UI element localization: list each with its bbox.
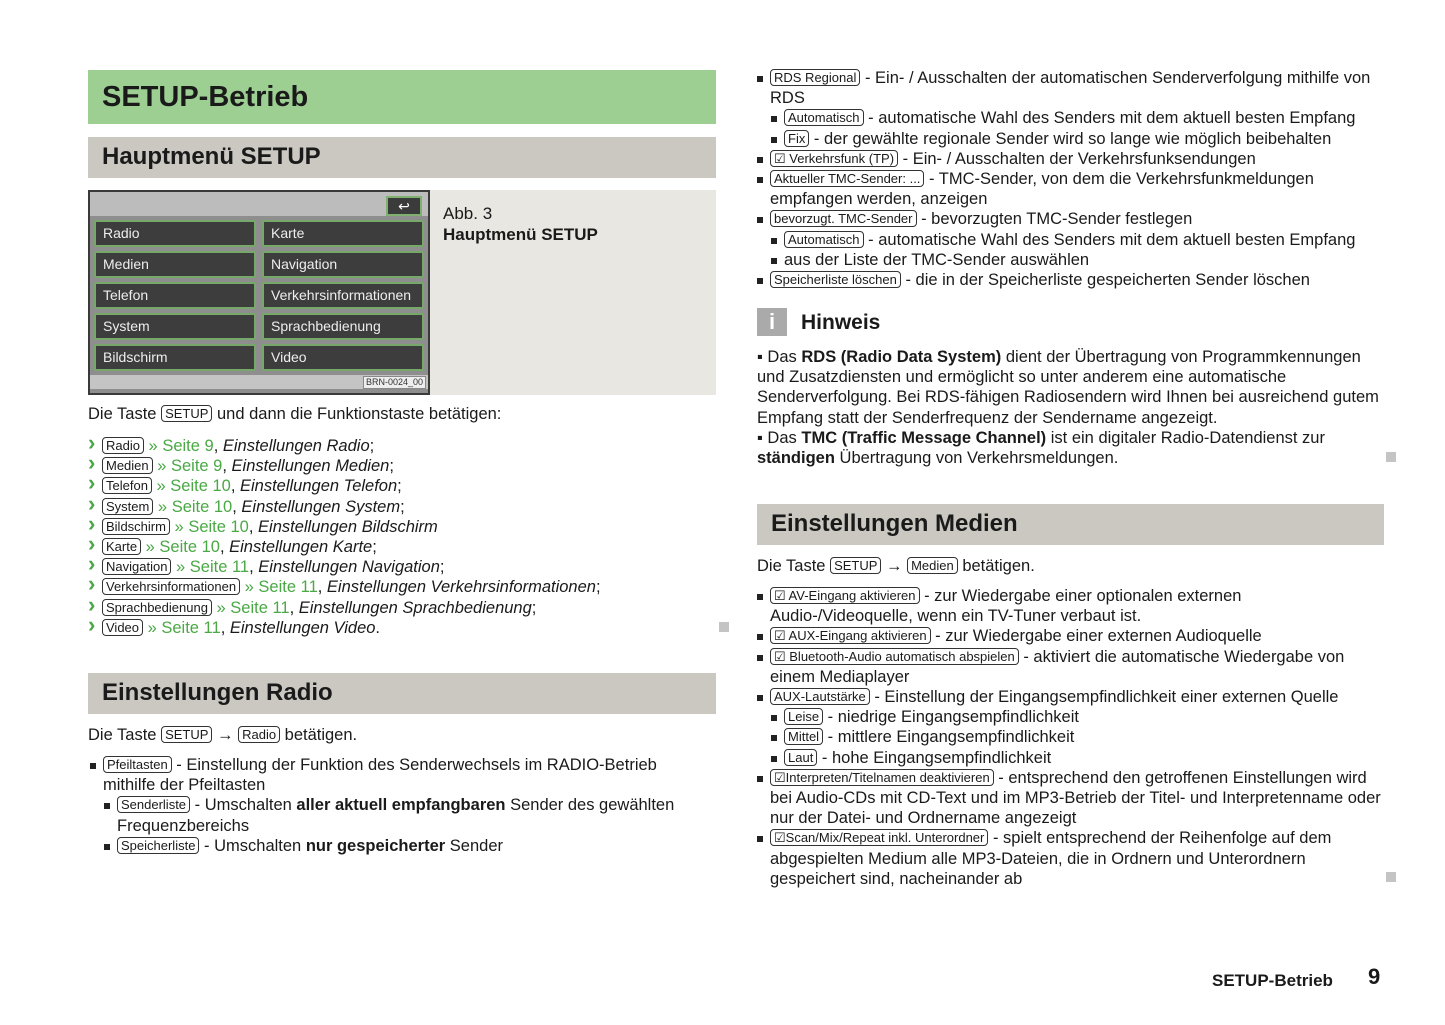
page-link[interactable]: » Seite 10 [141,538,220,557]
text-segment: Einstellungen Verkehrsinformationen [326,578,596,597]
figure-number: Abb. 3 [443,204,493,223]
list-item [757,149,1387,169]
info-icon: i [757,308,787,336]
list-item [771,230,1387,250]
key-label: Automatisch [784,231,864,248]
text-segment: betätigen. [280,726,358,744]
text-segment: ; [439,558,445,577]
list-item [757,209,1387,229]
submenu-link-item [88,598,716,618]
medien-list [757,586,1387,889]
text-segment: Einstellungen System [241,497,401,516]
text-segment: Einstellungen Sprachbedienung [298,598,532,617]
setup-screen [88,190,430,395]
key-label: Navigation [102,558,171,575]
figure-code: BRN-0024_00 [363,376,426,389]
list-item [104,795,710,835]
list-item [90,755,710,795]
list-item [757,626,1387,646]
key-label: RDS Regional [770,69,860,86]
text-segment: ; [595,578,601,597]
page-link[interactable]: » Seite 9 [143,437,214,455]
section-title-hauptmenu: Hauptmenü SETUP [88,137,716,178]
end-marker [1386,872,1396,882]
text-segment: Die Taste [88,726,162,744]
list-item [757,586,1387,626]
intro-text [88,404,716,424]
back-icon: ↩ [386,196,422,216]
chapter-title: SETUP-Betrieb [88,70,716,124]
list-item [757,647,1387,687]
page-number: 9 [1368,964,1381,989]
key-label: ☑ AUX-Eingang aktivieren [770,627,931,644]
screen-button-navigation[interactable]: Navigation [262,251,424,278]
key-label: Bildschirm [102,518,170,535]
text-segment: ; [400,497,405,516]
text-segment: - automatische Wahl des Senders mit dem aktuell besten Empfang [863,109,1356,128]
list-item [757,687,1387,707]
text-segment: - hohe Eingangsempfindlichkeit [817,748,1052,767]
key-label: System [102,498,153,515]
text-segment: - bevorzugten TMC-Sender festlegen [916,210,1193,229]
text-segment: Die Taste [88,405,162,423]
list-item [757,270,1387,290]
page-link[interactable]: » Seite 11 [171,558,250,577]
text-segment: Sender [445,836,503,855]
figure-caption: Hauptmenü SETUP [443,225,598,244]
section-title-medien: Einstellungen Medien [757,504,1384,545]
text-segment: und dann die Funktionstaste betätigen: [212,405,502,423]
key-label: Medien [102,457,153,474]
key-label: ☑Interpreten/Titelnamen deaktivieren [770,769,994,786]
screen-button-radio[interactable]: Radio [94,220,256,247]
footer-section: SETUP-Betrieb [1212,971,1333,990]
text-segment: Einstellungen Navigation [258,558,440,577]
text-segment: - TMC-Sender, von dem die Verkehrsfunkmeldungen empfangen werden, anzeigen [770,170,1314,209]
key-label: Verkehrsinformationen [102,578,240,595]
radio-intro [88,725,716,745]
submenu-list [88,436,716,638]
text-segment: - niedrige Eingangsempfindlichkeit [823,708,1079,727]
text-segment: ist ein digitaler Radio-Datendienst zur [1046,428,1325,447]
text-segment: dient der Übertragung von Programmkennungen und Zusatzdiensten und ermöglicht so unter anderem eine automatische Senderverfolgung. Bei RDS-fähigen Radiosendern wird Ihnen bei ausreichend gutem Empfang statt der Senderfrequenz der Sendername angezeigt. [757,348,1379,427]
key-label: Automatisch [784,109,864,126]
screen-button-telefon[interactable]: Telefon [94,282,256,309]
text-segment: Einstellungen Medien [231,457,390,476]
text-segment: - automatische Wahl des Senders mit dem aktuell besten Empfang [863,230,1356,249]
page-link[interactable]: » Seite 10 [151,477,231,496]
medien-intro [757,556,1384,576]
text-segment: ▪ Das [757,348,802,366]
submenu-link-item [88,497,716,517]
text-segment: , [249,558,259,577]
text-segment: TMC (Traffic Message Channel) [801,428,1047,447]
figure [88,190,716,395]
text-segment: , [248,517,259,536]
section-title-radio: Einstellungen Radio [88,673,716,714]
text-segment: RDS (Radio Data System) [801,348,1002,366]
key-label: Mittel [784,728,823,745]
screen-button-karte[interactable]: Karte [262,220,424,247]
key-label: SETUP [830,557,881,574]
text-segment: Einstellungen Radio [222,437,370,455]
text-segment: ▪ Das [757,428,802,447]
list-item [771,108,1387,128]
text-segment: → [881,557,908,575]
key-label: Radio [102,437,144,454]
submenu-link-item [88,517,716,537]
text-segment: nur gespeicherter [305,836,446,855]
key-label: Leise [784,708,823,725]
key-label: Telefon [102,477,152,494]
text-segment: Einstellungen Video [229,618,376,637]
text-segment: - spielt entsprechend der Reihenfolge auf dem abgespielten Medium alle MP3-Dateien, die in Ordnern und Unterordnern gespeichert sind, nacheinander ab [770,829,1332,888]
text-segment: , [232,497,242,516]
text-segment: betätigen. [957,557,1035,575]
text-segment: Einstellungen Bildschirm [258,517,438,536]
list-item [104,836,710,856]
text-segment: ; [397,477,402,496]
submenu-link-item [88,476,716,496]
key-label: bevorzugt. TMC-Sender [770,210,917,227]
list-item [771,250,1387,270]
key-label: Speicherliste [117,837,199,854]
text-segment: - Umschalten [190,796,297,815]
list-item [771,748,1387,768]
text-segment: - Ein- / Ausschalten der automatischen Senderverfolgung mithilfe von RDS [770,69,1371,108]
text-segment: - Einstellung der Funktion des Senderwechsels im RADIO-Betrieb mithilfe der Pfeiltasten [103,756,657,795]
key-label: Senderliste [117,796,190,813]
text-segment: → [212,726,239,744]
screen-button-verkehrsinformationen[interactable]: Verkehrsinformationen [262,282,424,309]
key-label: ☑ AV-Eingang aktivieren [770,587,920,604]
list-item [757,169,1387,209]
key-label: Pfeiltasten [103,756,172,773]
end-marker [1386,452,1396,462]
screen-button-video[interactable]: Video [262,344,424,371]
text-segment: , [289,598,299,617]
submenu-link-item [88,537,716,557]
key-label: Medien [907,557,958,574]
screen-button-medien[interactable]: Medien [94,251,256,278]
submenu-link-item [88,456,716,476]
text-segment: Einstellungen Karte [229,538,373,557]
screen-button-bildschirm[interactable]: Bildschirm [94,344,256,371]
screen-menu-grid [94,220,424,371]
key-label: Video [102,619,143,636]
key-label: Radio [238,726,280,743]
text-segment: , [230,477,240,496]
key-label: Laut [784,749,817,766]
key-label: Karte [102,538,141,555]
list-item [757,828,1387,889]
text-segment: , [317,578,327,597]
key-label: Sprachbedienung [102,599,212,616]
text-segment: aller aktuell empfangbaren [296,796,506,815]
text-segment: Übertragung von Verkehrsmeldungen. [834,449,1119,468]
submenu-link-item [88,436,716,456]
page-link[interactable]: » Seite 9 [152,457,223,476]
text-segment: ; [372,538,377,557]
text-segment: - zur Wiedergabe einer externen Audioquelle [930,627,1262,646]
text-segment: , [222,457,232,476]
screen-button-sprachbedienung[interactable]: Sprachbedienung [262,313,424,340]
key-label: Aktueller TMC-Sender: ... [770,170,924,187]
text-segment: Einstellungen Telefon [239,477,398,496]
key-label: SETUP [161,405,212,422]
list-item [757,68,1387,108]
text-segment: - aktiviert die automatische Wiedergabe von einem Mediaplayer [770,647,1345,686]
list-item [771,129,1387,149]
text-segment: - entsprechend den getroffenen Einstellungen wird bei Audio-CDs mit CD-Text und im MP3-Betrieb der Titel- und Interpretenname oder nur der Datei- und Ordnername angezeigt [770,768,1381,828]
text-segment: - Ein- / Ausschalten der Verkehrsfunksendungen [898,149,1256,168]
radio-list [90,755,710,856]
text-segment: . [375,618,381,637]
text-segment: - Umschalten [199,836,306,855]
text-segment: - mittlere Eingangsempfindlichkeit [823,728,1075,747]
key-label: SETUP [161,726,212,743]
rds-list [757,68,1387,290]
text-segment: ständigen [757,449,835,468]
text-segment: , [219,538,230,557]
page-link[interactable]: » Seite 11 [143,618,221,637]
page-link[interactable]: » Seite 11 [211,598,290,617]
note-title: Hinweis [801,311,881,334]
text-segment: , [213,437,223,455]
key-label: Fix [784,130,809,147]
submenu-link-item [88,557,716,577]
list-item [771,727,1387,747]
submenu-link-item [88,618,716,638]
note-text [757,347,1387,468]
text-segment: ; [531,598,537,617]
key-label: ☑ Bluetooth-Audio automatisch abspielen [770,648,1019,665]
text-segment: - die in der Speicherliste gespeicherten Sender löschen [900,271,1310,290]
submenu-link-item [88,577,716,597]
end-marker [719,622,729,632]
text-segment: Die Taste [757,557,831,575]
text-segment: , [220,618,230,637]
text-segment: Sender des gewählten Frequenzbereichs [117,796,675,835]
text-segment: ; [369,437,375,455]
page-link[interactable]: » Seite 10 [169,517,249,536]
key-label: Speicherliste löschen [770,271,901,288]
text-segment: ; [389,457,394,476]
page-link[interactable]: » Seite 11 [240,578,318,597]
text-segment: - Einstellung der Eingangsempfindlichkeit einer externen Quelle [869,688,1339,707]
text-segment: aus der Liste der TMC-Sender auswählen [784,250,1090,269]
list-item [757,768,1387,829]
page-link[interactable]: » Seite 10 [153,497,233,516]
list-item [771,707,1387,727]
text-segment: - zur Wiedergabe einer optionalen externen Audio-/Videoquelle, wenn ein TV-Tuner verbaut ist. [770,587,1242,626]
key-label: ☑ Verkehrsfunk (TP) [770,150,898,167]
text-segment: - der gewählte regionale Sender wird so lange wie möglich beibehalten [809,129,1332,148]
key-label: AUX-Lautstärke [770,688,870,705]
screen-button-system[interactable]: System [94,313,256,340]
key-label: ☑Scan/Mix/Repeat inkl. Unterordner [770,829,988,846]
